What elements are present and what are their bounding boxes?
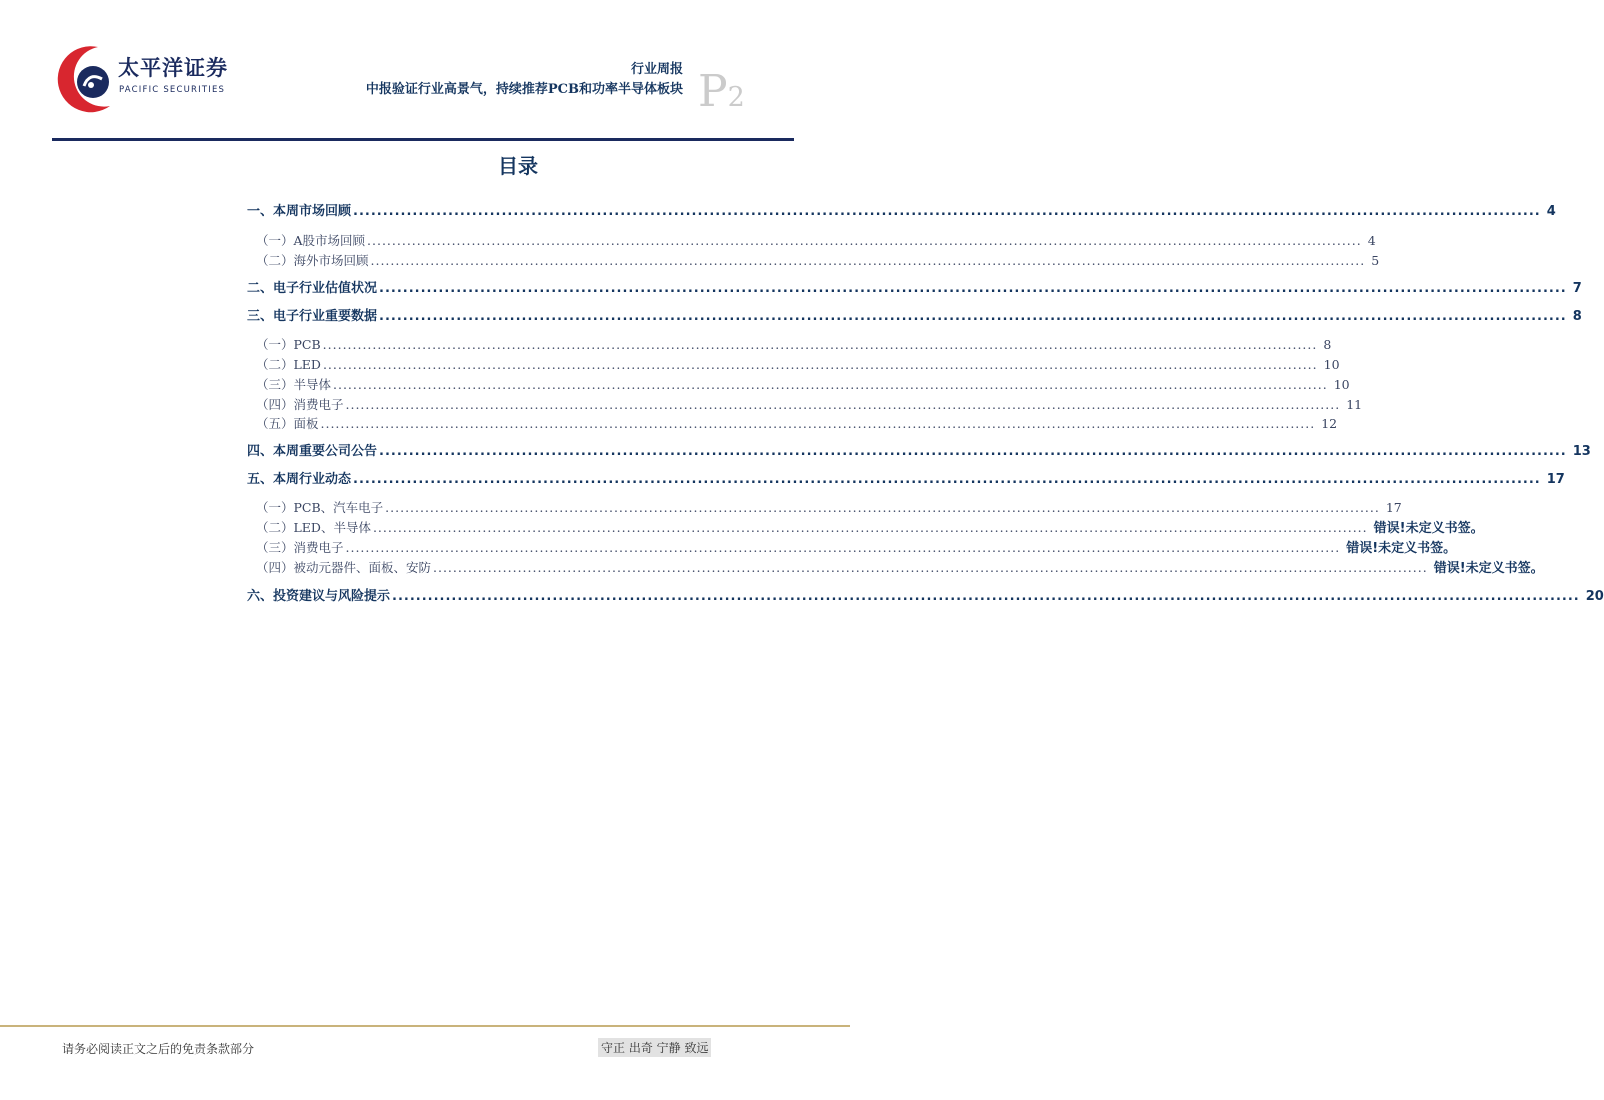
toc-entry-label: 二、电子行业估值状况 [247,281,378,296]
toc-entry-consumer[interactable] [256,538,1457,558]
toc-title: 目录 [498,154,538,178]
toc-entry-valuation[interactable] [247,279,1582,299]
toc-entry-label: 六、投资建议与风险提示 [247,589,391,604]
toc-entry-company-announcements[interactable] [247,442,1591,462]
report-title: 中报验证行业高景气，持续推荐PCB和功率半导体板块 [365,82,683,97]
toc-leader-dots: ........................................................................................................................................................................................................ [333,377,1328,392]
toc-entry-label: （四）消费电子 [256,397,344,412]
toc-leader-dots: ........................................................................................................................................................................................................ [322,337,1318,352]
toc-leader-dots: ........................................................................................................................................................................................................ [379,444,1567,459]
footer-disclaimer: 请务必阅读正文之后的免责条款部分 [62,1042,255,1056]
toc-leader-dots: ........................................................................................................................................................................................................ [379,281,1567,296]
toc-entry-page: 4 [1367,233,1376,248]
toc-entry-pcb-auto[interactable] [256,498,1402,518]
logo-english-name: PACIFIC SECURITIES [119,85,226,95]
toc-leader-dots: ........................................................................................................................................................................................................ [370,253,1366,268]
toc-entry-page: 4 [1546,204,1556,219]
toc-entry-page-error: 错误!未定义书签。 [1346,541,1457,556]
toc-leader-dots: ........................................................................................................................................................................................................ [379,309,1567,324]
toc-entry-label: 一、本周市场回顾 [247,204,352,219]
toc-entry-label: 三、电子行业重要数据 [247,309,378,324]
toc-leader-dots: ........................................................................................................................................................................................................ [345,397,1341,412]
toc-entry-label: （四）被动元器件、面板、安防 [256,560,432,575]
toc-leader-dots: ........................................................................................................................................................................................................ [322,357,1318,372]
toc-entry-pcb[interactable] [256,335,1332,355]
toc-entry-market-review[interactable] [247,202,1556,222]
toc-entry-label: （三）半导体 [256,377,332,392]
toc-entry-led-semi[interactable] [256,518,1484,538]
footer-motto: 守正 出奇 宁静 致远 [598,1038,711,1057]
toc-entry-page: 8 [1323,337,1332,352]
toc-entry-label: 四、本周重要公司公告 [247,444,378,459]
toc-entry-investment-advice[interactable] [247,587,1604,607]
toc-entry-label: （二）LED、半导体 [256,520,371,535]
toc-entry-page: 7 [1572,281,1582,296]
page-number [698,66,745,120]
toc-leader-dots: ........................................................................................................................................................................................................ [372,520,1368,535]
footer-rule [0,1025,850,1027]
toc-entry-label: （一）PCB、汽车电子 [256,500,384,515]
toc-entry-page: 10 [1323,357,1340,372]
toc-leader-dots: ........................................................................................................................................................................................................ [385,500,1380,515]
toc-entry-label: （三）消费电子 [256,540,344,555]
toc-leader-dots: ........................................................................................................................................................................................................ [345,540,1341,555]
toc-entry-consumer-electronics[interactable] [256,395,1363,415]
toc-entry-page: 8 [1572,309,1582,324]
toc-leader-dots: ........................................................................................................................................................................................................ [433,560,1428,575]
toc-entry-panel[interactable] [256,414,1338,434]
toc-leader-dots: ........................................................................................................................................................................................................ [320,416,1316,431]
logo-chinese-name: 太平洋证券 [118,56,228,80]
toc-entry-label: （二）海外市场回顾 [256,253,369,268]
toc-entry-page: 20 [1585,589,1604,604]
header-rule [52,138,794,141]
toc-entry-page: 17 [1546,472,1565,487]
toc-leader-dots: ........................................................................................................................................................................................................ [367,233,1362,248]
toc-entry-label: （二）LED [256,357,321,372]
page-digit: 2 [727,82,745,113]
toc-entry-key-data[interactable] [247,307,1582,327]
toc-entry-semiconductor[interactable] [256,375,1350,395]
toc-entry-page: 12 [1321,416,1338,431]
toc-entry-label: （一）PCB [256,337,321,352]
toc-entry-led[interactable] [256,355,1340,375]
toc-leader-dots: ........................................................................................................................................................................................................ [392,589,1580,604]
toc-entry-overseas-review[interactable] [256,251,1380,271]
toc-entry-label: （五）面板 [256,416,319,431]
toc-entry-page-error: 错误!未定义书签。 [1433,561,1544,576]
toc-leader-dots: ........................................................................................................................................................................................................ [353,472,1541,487]
toc-entry-page: 17 [1385,500,1402,515]
toc-leader-dots: ........................................................................................................................................................................................................ [353,204,1541,219]
company-logo [58,42,228,114]
toc-entry-passive-components[interactable] [256,558,1544,578]
page-letter: P [698,66,728,117]
toc-entry-page-error: 错误!未定义书签。 [1373,521,1484,536]
report-category: 行业周报 [630,62,683,77]
toc-entry-a-share-review[interactable] [256,231,1376,251]
toc-entry-page: 10 [1333,377,1350,392]
toc-entry-industry-news[interactable] [247,470,1565,490]
toc-entry-page: 5 [1371,253,1380,268]
toc-entry-label: 五、本周行业动态 [247,472,352,487]
toc-entry-label: （一）A股市场回顾 [256,233,366,248]
toc-entry-page: 13 [1572,444,1591,459]
toc-entry-page: 11 [1346,397,1363,412]
pacific-securities-logo-icon [58,42,118,114]
